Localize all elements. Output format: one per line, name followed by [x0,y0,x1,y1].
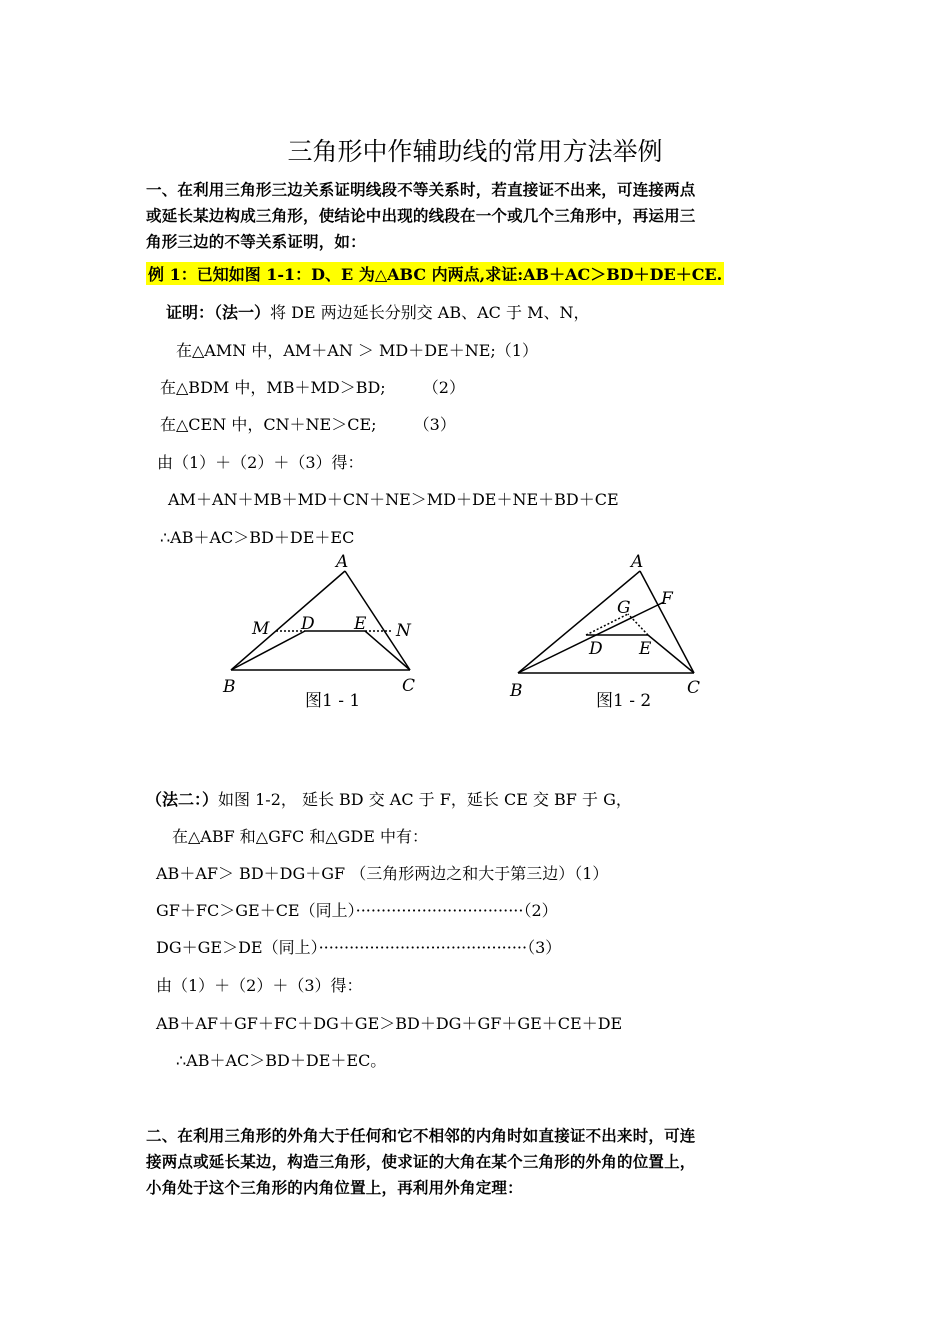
proof1-line-5: AM＋AN＋MB＋MD＋CN＋NE＞MD＋DE＋NE＋BD＋CE [168,490,619,509]
fig2-caption: 图1 - 2 [596,691,652,711]
proof2-header-line [146,787,632,810]
fig1-label-c: C [402,676,416,696]
section1-line-2: 或延长某边构成三角形，使结论中出现的线段在一个或几个三角形中，再运用三 [146,207,696,225]
fig2-label-a: A [631,552,644,572]
fig1-label-m: M [252,619,270,639]
proof1-line-4: 由（1）＋（2）＋（3）得： [157,453,364,472]
fig1-label-b: B [223,677,236,697]
fig2-label-f: F [661,589,673,609]
fig1-label-e: E [354,614,367,634]
fig2-label-g: G [617,598,631,618]
fig1-segment-ec [365,631,410,670]
proof2-line-4: DG＋GE＞DE（同上）·········································（3） [156,938,562,957]
fig1-label-n: N [396,621,411,641]
proof1-line-1: 在△AMN 中，AM＋AN ＞ MD＋DE＋NE;（1） [176,341,538,360]
proof2-header-rest: 如图 1-2， 延长 BD 交 AC 于 F，延长 CE 交 BF 于 G， [218,790,632,809]
proof1-header: 证明：（法一） [166,303,271,322]
section2-line-2: 接两点或延长某边，构造三角形，使求证的大角在某个三角形的外角的位置上， [146,1153,696,1171]
fig2-extension-dg [586,614,628,635]
fig2-label-e: E [639,639,652,659]
fig1-side-ac [345,571,410,670]
proof2-line-5: 由（1）＋（2）＋（3）得： [156,976,363,995]
proof1-line-3: 在△CEN 中，CN＋NE＞CE; （3） [160,415,456,434]
section1-line-3: 角形三边的不等关系证明，如： [146,233,366,251]
fig2-segment-ec [648,635,694,673]
fig2-label-c: C [687,678,701,698]
fig1-label-d: D [301,614,315,634]
proof2-line-1: 在△ABF 和△GFC 和△GDE 中有： [172,827,429,846]
section2-line-3: 小角处于这个三角形的内角位置上，再利用外角定理： [146,1179,523,1197]
proof2-line-2: AB＋AF＞ BD＋DG＋GF （三角形两边之和大于第三边）（1） [156,864,609,883]
proof1-line-2: 在△BDM 中，MB＋MD＞BD; （2） [160,378,465,397]
fig1-segment-bd [231,631,305,670]
proof2-line-6: AB＋AF＋GF＋FC＋DG＋GE＞BD＋DG＋GF＋GE＋CE＋DE [156,1014,623,1033]
proof2-header: （法二：） [146,790,219,809]
fig2-label-b: B [510,681,523,701]
proof2-line-3: GF＋FC＞GE＋CE（同上）·································（2） [156,901,558,920]
proof2-line-7: ∴AB＋AC＞BD＋DE＋EC。 [176,1051,387,1070]
example1-statement: 例 1：已知如图 1-1：D、E 为△ABC 内两点,求证:AB＋AC＞BD＋DE＋CE. [146,262,724,285]
fig2-extension-eg [628,614,648,635]
fig2-segment-bf [518,602,664,673]
proof1-line-6: ∴AB＋AC＞BD＋DE＋EC [160,528,355,547]
fig1-side-ab [231,571,345,670]
section1-line-1: 一、在利用三角形三边关系证明线段不等关系时，若直接证不出来，可连接两点 [146,181,696,199]
fig1-caption: 图1 - 1 [305,691,361,711]
proof1-header-line [166,300,589,323]
section2-line-1: 二、在利用三角形的外角大于任何和它不相邻的内角时如直接证不出来时，可连 [146,1127,696,1145]
fig1-label-a: A [336,552,349,572]
page-title: 三角形中作辅助线的常用方法举例 [287,137,663,166]
fig2-label-d: D [589,639,603,659]
fig2-side-ab [518,571,640,673]
proof1-header-rest: 将 DE 两边延长分别交 AB、AC 于 M、N， [270,303,590,322]
fig2-side-ac [640,571,694,673]
